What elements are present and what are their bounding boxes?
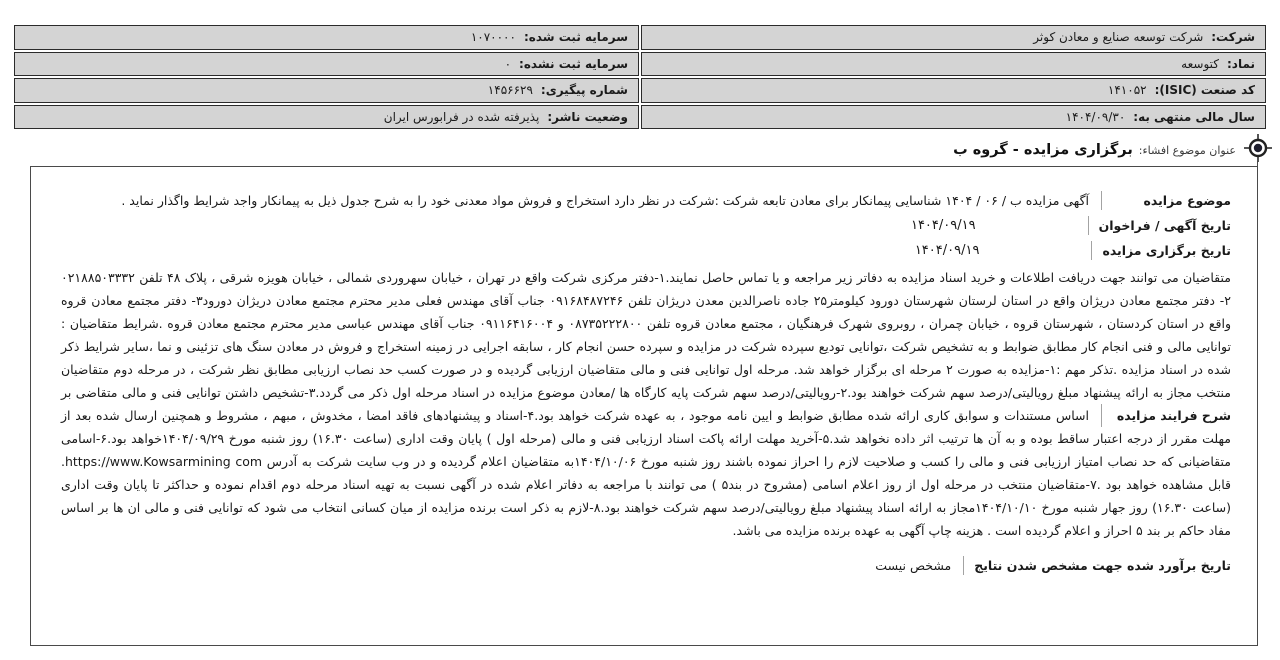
unregistered-capital-field xyxy=(14,52,639,77)
tender-process-row xyxy=(61,266,1231,542)
registered-capital-value: ۱۰۷۰۰۰۰ xyxy=(470,30,516,45)
registered-capital-label: سرمایه ثبت شده: xyxy=(523,30,628,45)
tender-date-label: تاریخ برگزاری مزایده xyxy=(1091,241,1231,260)
disclosure-title-prefix: عنوان موضوع افشاء: xyxy=(1138,143,1236,157)
issuer-status-field xyxy=(14,105,639,130)
disclosure-title-text: برگزاری مزایده - گروه ب xyxy=(953,142,1133,158)
target-bullet-icon xyxy=(1243,133,1273,163)
symbol-value: کتوسعه xyxy=(1181,56,1219,71)
tracking-number-value: ۱۴۵۶۶۲۹ xyxy=(487,83,533,98)
issuer-status-value: پذیرفته شده در فرابورس ایران xyxy=(383,109,540,124)
announcement-date-label: تاریخ آگهی / فراخوان xyxy=(1088,216,1231,235)
tracking-number-field xyxy=(14,78,639,103)
registered-capital-field xyxy=(14,25,639,50)
announcement-date-value: ۱۴۰۴/۰۹/۱۹ xyxy=(910,218,976,233)
tender-subject-label: موضوع مزایده xyxy=(1101,191,1231,210)
fiscal-year-label: سال مالی منتهی به: xyxy=(1133,109,1255,124)
fiscal-year-field xyxy=(641,105,1266,130)
tender-process-text: متقاضیان می توانند جهت دریافت اطلاعات و خرید اسناد مزایده به دفاتر زیر مراجعه و یا تماس حاصل نمایند.۱-دفتر مرکزی شرکت واقع در تهران ، خیابان سهروردی شمالی ، خیابان هویزه شرقی ، پلاک ۴۸ تلفن ۰۲۱۸۸۵۰۳۳۳۲ ۲- دفتر مجتمع معادن دریژان واقع در استان لرستان شهرستان دورود کیلومتر۲۵ جاده ناصرالدین معدن دریژان تلفن ۰۹۱۶۸۴۸۷۲۴۶ جناب آقای مهندس فعلی مدیر محترم مجتمع معادن دریژان دورود۳- دفتر مجتمع معادن قروه واقع در استان کردستان ، شهرستان قروه ، خیابان چمران ، روبروی شهرک فرهنگیان ، مجتمع معادن قروه تلفن ۰۸۷۳۵۲۲۲۸۰۰ و ۰۹۱۱۶۴۱۶۰۰۴ جناب آقای مهندس عباسی مدیر محترم مجتمع معادن قروه .شرایط متقاضیان : توانایی مالی و فنی انجام کار مطابق ضوابط و به تشخیص شرکت ،توانایی تودیع سپرده شرکت در مزایده و سپرده حسن انجام کار ، سابقه اجرایی در زمینه استخراج و فروش در معادن سنگ های تزئینی و نما ،سایر شرایط ذکر شده در اسناد مزایده .تذکر مهم :۱-مزایده به صورت ۲ مرحله ای برگزار خواهد شد. مرحله اول توانایی فنی و مالی متقاضیان ارزیابی گردیده و در صورت کسب حد نصاب ارزیابی مطابق نظر شرکت ، در مرحله دوم متقاضیان منتخب مجاز به ارائه پیشنهاد مبلغ رویالیتی/درصد سهم شرکت خواهند بود.۲-رویالیتی/درصد سهم شرکت پایه کارگاه ها /معادن موضوع مزایده در اسناد مرحله اول ذکر می گردد.۳-تشخیص داشتن توانایی فنی و مالی متقاضی بر اساس مستندات و سوابق کاری ارائه شده مطابق ضوابط و ایین نامه موجود ، به عهده شرکت خواهد بود.۴-اسناد و پیشنهادهای فاقد امضا ، مخدوش ، مبهم ، مشروط و همچنین ارسال شده بعد از مهلت مقرر از درجه اعتبار ساقط بوده و به آن ها ترتیب اثر داده نخواهد شد.۵-آخرید مهلت ارائه پاکت اسناد ارزیابی فنی و مالی (مرحله اول ) پایان وقت اداری (ساعت ۱۶.۳۰) روز شنبه مورخ ۱۴۰۴/۰۹/۲۹خواهد بود.۶-اسامی متقاضیانی که حد نصاب امتیاز ارزیابی فنی و مالی را کسب و صلاحیت لازم را احراز نموده باشند روز شنبه مورخ ۱۴۰۴/۱۰/۰۶به متقاضیان اعلام گردیده و در وب سایت شرکت به آدرس https://www.Kowsarmining com. قابل مشاهده خواهد بود .۷-متقاضیان منتخب در مرحله اول از روز اعلام اسامی (مشروح در بند۵ ) می توانند با مراجعه به دفاتر اعلام شده در آگهی نسبت به تهیه اسناد مرحله دوم اقدام نموده و حداکثر تا پایان وقت اداری (ساعت ۱۶.۳۰) روز جهار شنبه مورخ ۱۴۰۴/۱۰/۱۰مجاز به ارائه اسناد پیشنهاد مبلغ رویالیتی/درصد سهم شرکت خواهند بود.۸-لازم به ذکر است برنده مزایده از میان کسانی انتخاب می شود که توانایی فنی و مالی ان ها بر اساس مفاد حاکم بر بند ۵ احراز و اعلام گردیده است . هزینه چاپ آگهی به عهده برنده مزایده می باشد. xyxy=(61,270,1232,538)
tender-date-value: ۱۴۰۴/۰۹/۱۹ xyxy=(914,243,980,258)
unregistered-capital-label: سرمایه ثبت نشده: xyxy=(519,56,628,71)
symbol-field xyxy=(641,52,1266,77)
issuer-status-label: وضعیت ناشر: xyxy=(547,109,628,124)
announcement-date-row xyxy=(61,216,1231,235)
tender-detail-box xyxy=(30,166,1258,646)
company-value: شرکت توسعه صنایع و معادن کوثر xyxy=(1033,30,1204,45)
tracking-number-label: شماره پیگیری: xyxy=(540,83,628,98)
tender-process-value-wrap xyxy=(61,266,1231,542)
tender-process-label: شرح فرایند مزایده xyxy=(1101,404,1231,427)
disclosure-title xyxy=(953,139,1236,161)
company-field xyxy=(641,25,1266,50)
fiscal-year-value: ۱۴۰۴/۰۹/۳۰ xyxy=(1065,109,1126,124)
isic-value: ۱۴۱۰۵۲ xyxy=(1107,83,1147,98)
tender-subject-row xyxy=(61,191,1231,210)
isic-field xyxy=(641,78,1266,103)
result-date-label: تاریخ برآورد شده جهت مشخص شدن نتایج xyxy=(963,556,1231,575)
unregistered-capital-value: ۰ xyxy=(504,56,512,71)
tender-date-row xyxy=(61,241,1231,260)
result-date-row xyxy=(61,556,1231,575)
isic-label: کد صنعت (ISIC): xyxy=(1154,83,1255,98)
company-header-table xyxy=(14,25,1266,129)
tender-subject-value: آگهی مزایده ب / ۰۶ / ۱۴۰۴ شناسایی پیمانکار برای معادن تابعه شرکت :شرکت در نظر دارد استخراج و فروش مواد معدنی خود را به شرح جدول ذیل به پیمانکار واجد شرایط واگذار نماید . xyxy=(121,193,1089,208)
symbol-label: نماد: xyxy=(1226,56,1255,71)
result-date-value: مشخص نیست xyxy=(875,558,952,573)
company-label: شرکت: xyxy=(1211,30,1255,45)
